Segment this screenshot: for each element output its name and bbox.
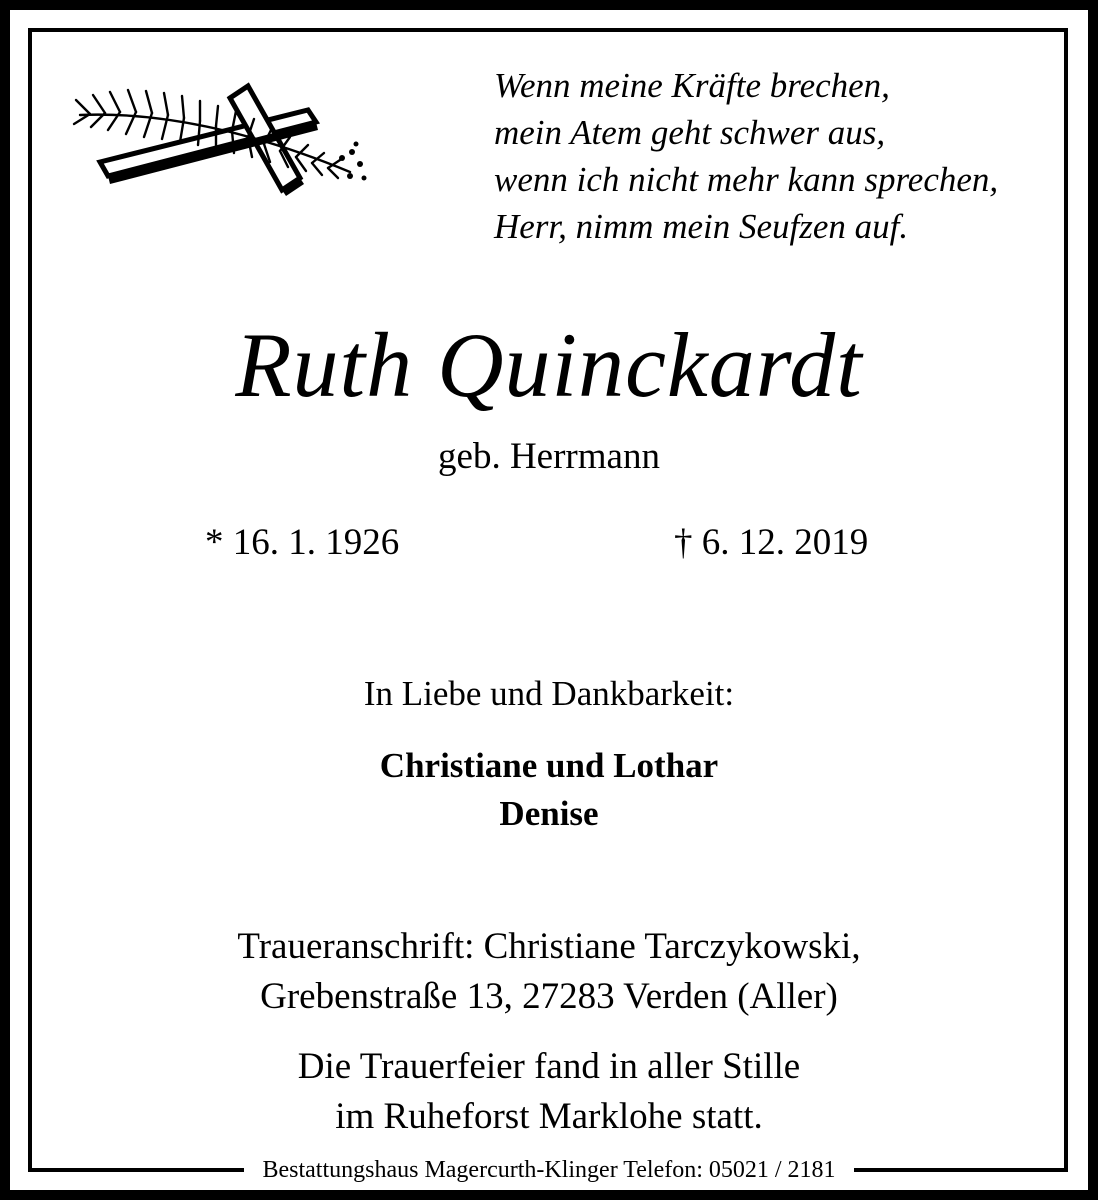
address-line: Traueranschrift: Christiane Tarczykowski, [237,926,861,967]
mourners-intro: In Liebe und Dankbarkeit: [363,674,735,713]
mourning-address [10,922,1088,1022]
death-date: † 6. 12. 2019 [674,522,869,563]
funeral-home-footer [10,1150,1088,1190]
verse-line: Herr, nimm mein Seufzen auf. [494,207,909,246]
address-line: Grebenstraße 13, 27283 Verden (Aller) [260,976,838,1017]
deceased-name: Ruth Quinckardt [235,314,863,416]
birth-date: * 16. 1. 1926 [205,522,400,563]
funeral-home-contact: Bestattungshaus Magercurth-Klinger Telefon: 05021 / 2181 [244,1157,853,1183]
verse-poem [494,62,1064,250]
verse-line: wenn ich nicht mehr kann sprechen, [494,160,999,199]
verse-line: mein Atem geht schwer aus, [494,113,886,152]
mourner-name: Christiane und Lothar [379,746,719,785]
mourners-list [10,742,1088,838]
verse-line: Wenn meine Kräfte brechen, [494,66,890,105]
mourner-name: Denise [499,794,599,833]
cross-with-palm-branch-icon [60,60,380,210]
obituary-notice [10,10,1088,1190]
maiden-name: geb. Herrmann [438,436,660,477]
ceremony-note [10,1042,1088,1142]
ceremony-line: Die Trauerfeier fand in aller Stille [297,1046,801,1087]
ceremony-line: im Ruheforst Marklohe statt. [335,1096,763,1137]
